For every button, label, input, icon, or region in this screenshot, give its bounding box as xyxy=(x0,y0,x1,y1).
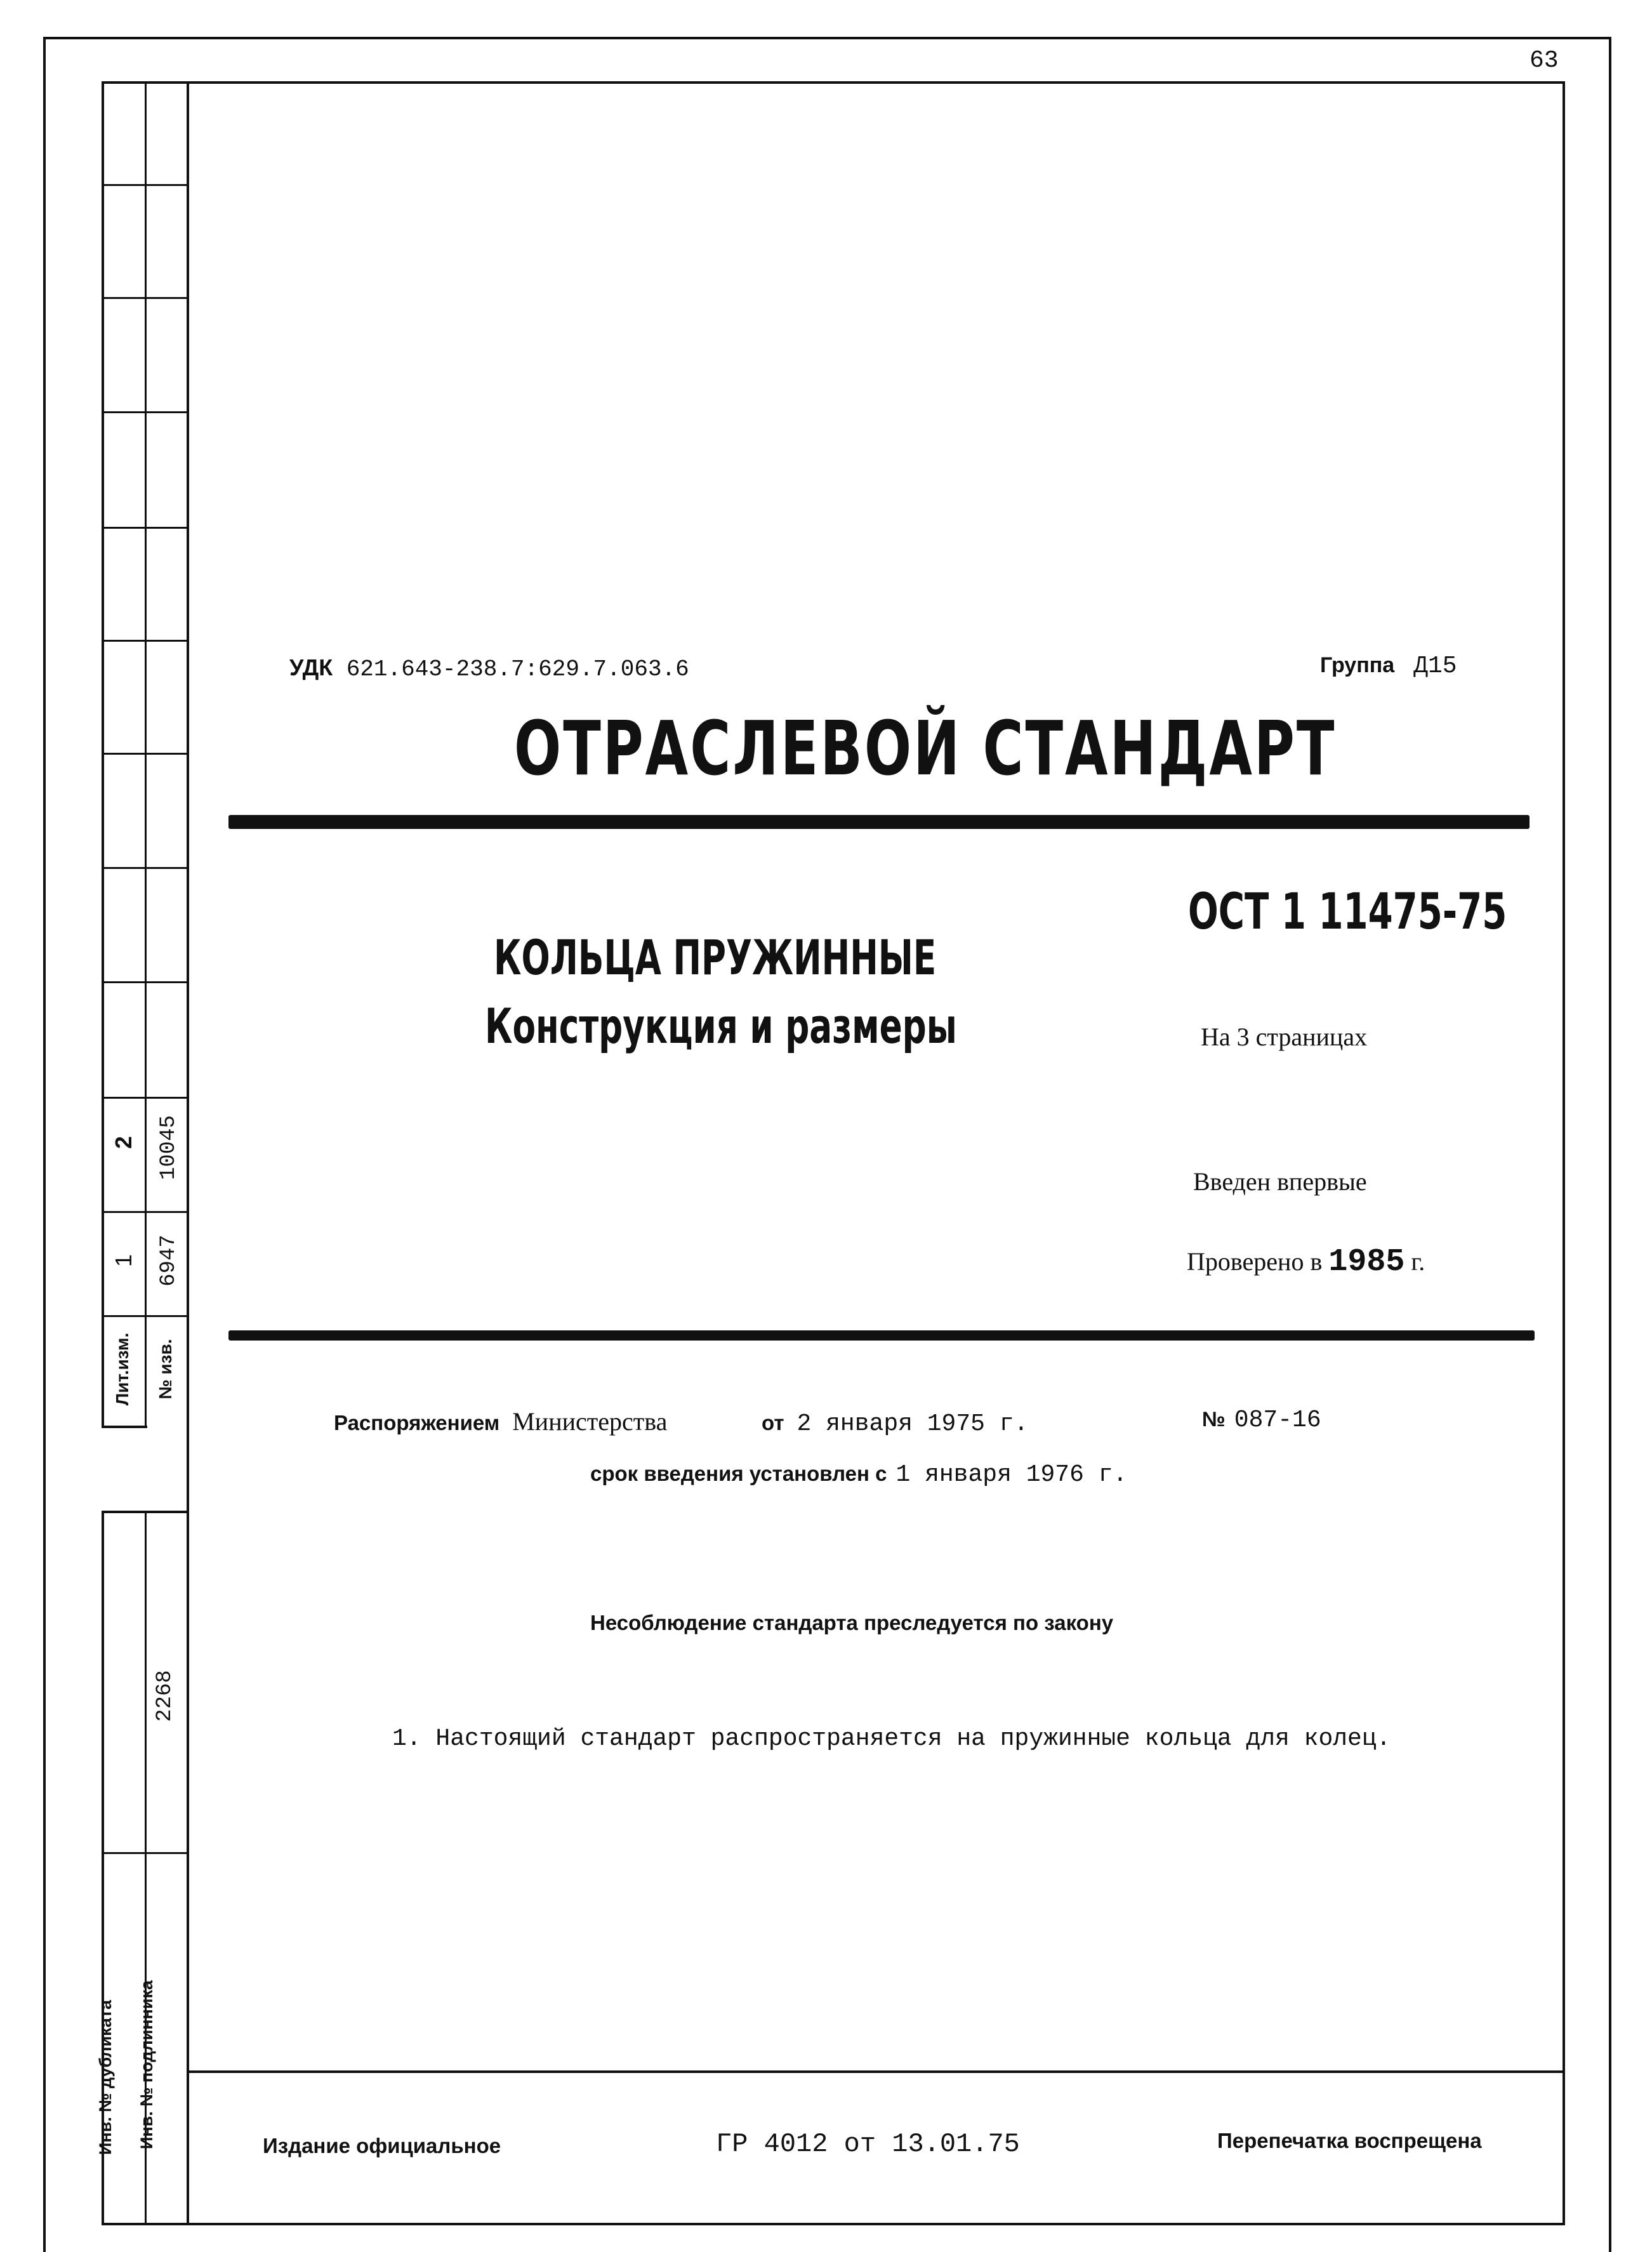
outer-frame-left xyxy=(43,37,46,2252)
order-date-line xyxy=(762,1407,1028,1438)
outer-frame-right xyxy=(1609,37,1611,2252)
checked-year: 1985 xyxy=(1328,1244,1405,1280)
footer-rule xyxy=(187,2070,1565,2073)
doc-subtitle-wrap xyxy=(485,998,967,1055)
order-number-line xyxy=(1202,1407,1321,1434)
order-number: 087-16 xyxy=(1234,1407,1321,1434)
doc-title: КОЛЬЦА ПРУЖИННЫЕ xyxy=(494,929,937,986)
footer-reprint: Перепечатка воспрещена xyxy=(1217,2129,1482,2152)
order-line xyxy=(334,1407,667,1436)
outer-frame-top xyxy=(43,37,1611,39)
side-row-line xyxy=(102,1315,188,1317)
inner-frame-bottom xyxy=(102,2223,1565,2225)
inner-frame-top xyxy=(102,81,1565,84)
order-ministry: Министерства xyxy=(512,1407,668,1436)
checked-text: Проверено в xyxy=(1187,1247,1323,1276)
effective-date: 1 января 1976 г. xyxy=(895,1461,1128,1488)
checked-note xyxy=(1187,1244,1425,1280)
side-row-line xyxy=(102,753,188,755)
lit-value-1: 1 xyxy=(110,1254,136,1268)
udk-label: УДК xyxy=(289,654,333,680)
side-row-line xyxy=(102,297,188,299)
footer-official: Издание официальное xyxy=(263,2134,501,2157)
side-row-line xyxy=(102,1097,188,1099)
izv-number-label: № изв. xyxy=(155,1339,175,1400)
group-value: Д15 xyxy=(1413,652,1457,680)
section-rule xyxy=(228,1330,1535,1341)
law-notice: Несоблюдение стандарта преследуется по закону xyxy=(590,1611,1114,1634)
side-row-line xyxy=(102,184,188,186)
inv-orig-label: Инв. № подлинника xyxy=(137,1980,156,2149)
lit-izm-label: Лит.изм. xyxy=(112,1332,132,1406)
izv-value-1: 6947 xyxy=(157,1235,181,1287)
inner-frame-right xyxy=(1563,81,1565,2225)
side-row-line xyxy=(102,981,188,983)
side-row-line xyxy=(102,1852,188,1854)
side-row-line xyxy=(102,1426,147,1428)
doc-subtitle: Конструкция и размеры xyxy=(485,998,957,1054)
checked-suffix: г. xyxy=(1411,1247,1425,1276)
inv-orig-value: 2268 xyxy=(153,1670,177,1722)
inv-dup-label: Инв. № дубликата xyxy=(96,2000,115,2155)
udk-value: 621.643-238.7:629.7.063.6 xyxy=(346,656,689,682)
izv-value-2: 10045 xyxy=(157,1115,181,1181)
side-row-line xyxy=(102,1511,188,1513)
udk-line xyxy=(289,654,689,682)
title-rule xyxy=(228,815,1530,829)
footer-registration: ГР 4012 от 13.01.75 xyxy=(716,2129,1020,2159)
introduced-note: Введен впервые xyxy=(1193,1167,1367,1196)
group-line xyxy=(1320,652,1457,680)
pages-info: На 3 страницах xyxy=(1201,1023,1368,1051)
header-title: ОТРАСЛЕВОЙ СТАНДАРТ xyxy=(514,705,1337,792)
standard-number: ОСТ 1 11475-75 xyxy=(1188,884,1507,941)
header-title-wrap xyxy=(514,705,1337,792)
inner-frame-left xyxy=(187,81,189,2225)
side-row-line xyxy=(102,640,188,642)
order-bold-label: Распоряжением xyxy=(334,1411,500,1434)
side-row-line xyxy=(102,527,188,529)
page-number: 63 xyxy=(1530,47,1559,74)
effective-label: срок введения установлен с xyxy=(590,1462,887,1485)
side-row-line xyxy=(102,1211,188,1213)
side-row-line xyxy=(102,867,188,869)
side-row-line xyxy=(102,411,188,413)
order-date: 2 января 1975 г. xyxy=(796,1410,1029,1438)
order-from-label: от xyxy=(762,1411,784,1434)
standard-number-wrap xyxy=(1188,884,1507,941)
group-label: Группа xyxy=(1320,653,1395,677)
order-number-label: № xyxy=(1202,1407,1226,1431)
effective-line xyxy=(590,1461,1127,1488)
clause-1: 1. Настоящий стандарт распространяется на пружинные кольца для колец. xyxy=(392,1725,1391,1752)
doc-title-wrap xyxy=(494,929,938,986)
lit-value-2: 2 xyxy=(110,1136,136,1149)
